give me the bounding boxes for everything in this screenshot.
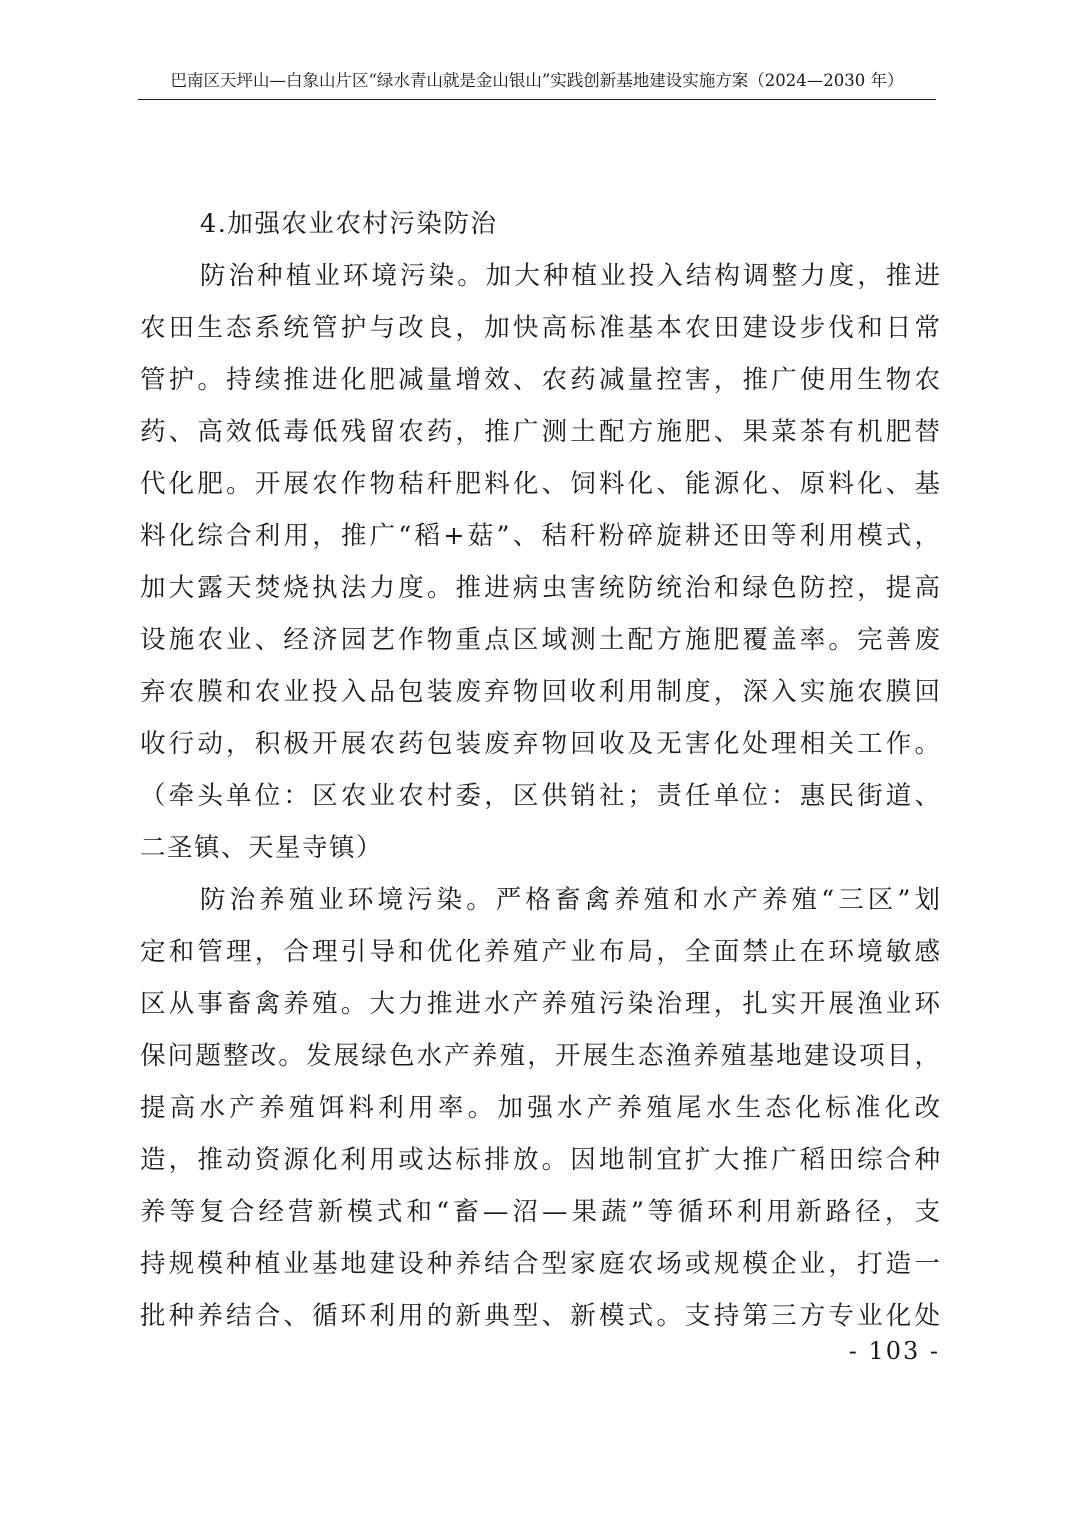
paragraph-line: 设施农业、经济园艺作物重点区域测土配方施肥覆盖率。完善废 — [140, 625, 940, 655]
paragraph-line: 提高水产养殖饵料利用率。加强水产养殖尾水生态化标准化改 — [140, 1093, 940, 1123]
paragraph-line: 代化肥。开展农作物秸秆肥料化、饲料化、能源化、原料化、基 — [140, 469, 940, 499]
paragraph-line: 农田生态系统管护与改良，加快高标准基本农田建设步伐和日常 — [140, 313, 940, 343]
page-header: 巴南区天坪山—白象山片区“绿水青山就是金山银山”实践创新基地建设实施方案（2024—2030 年） — [170, 71, 904, 90]
paragraph-line: 防治种植业环境污染。加大种植业投入结构调整力度，推进 — [200, 261, 940, 291]
paragraph-line: 养等复合经营新模式和“畜—沼—果蔬”等循环利用新路径，支 — [140, 1197, 940, 1227]
section-heading: 4.加强农业农村污染防治 — [200, 209, 498, 239]
paragraph-line: 区从事畜禽养殖。大力推进水产养殖污染治理，扎实开展渔业环 — [140, 989, 940, 1019]
paragraph-line: 批种养结合、循环利用的新典型、新模式。支持第三方专业化处 — [140, 1301, 940, 1331]
paragraph-line: 加大露天焚烧执法力度。推进病虫害统防统治和绿色防控，提高 — [140, 573, 940, 603]
page-number: - 103 - — [848, 1337, 940, 1365]
body-text — [140, 198, 940, 1342]
paragraph-line: 持规模种植业基地建设种养结合型家庭农场或规模企业，打造一 — [140, 1249, 940, 1279]
paragraph-line: 定和管理，合理引导和优化养殖产业布局，全面禁止在环境敏感 — [140, 937, 940, 967]
paragraph-line: 弃农膜和农业投入品包装废弃物回收利用制度，深入实施农膜回 — [140, 677, 940, 707]
paragraph-line: 料化综合利用，推广“稻+菇”、秸秆粉碎旋耕还田等利用模式， — [140, 521, 940, 551]
paragraph-line: 造，推动资源化利用或达标排放。因地制宜扩大推广稻田综合种 — [140, 1145, 940, 1175]
header-rule — [138, 99, 936, 100]
paragraph-line: 防治养殖业环境污染。严格畜禽养殖和水产养殖“三区”划 — [200, 885, 940, 915]
paragraph-line: 收行动，积极开展农药包装废弃物回收及无害化处理相关工作。 — [140, 729, 940, 759]
paragraph-line: 药、高效低毒低残留农药，推广测土配方施肥、果菜茶有机肥替 — [140, 417, 940, 447]
paragraph-line: （牵头单位：区农业农村委，区供销社；责任单位：惠民街道、 — [140, 781, 940, 811]
paragraph-line: 二圣镇、天星寺镇） — [140, 833, 384, 863]
paragraph-line: 保问题整改。发展绿色水产养殖，开展生态渔养殖基地建设项目， — [140, 1041, 940, 1071]
paragraph-line: 管护。持续推进化肥减量增效、农药减量控害，推广使用生物农 — [140, 365, 940, 395]
